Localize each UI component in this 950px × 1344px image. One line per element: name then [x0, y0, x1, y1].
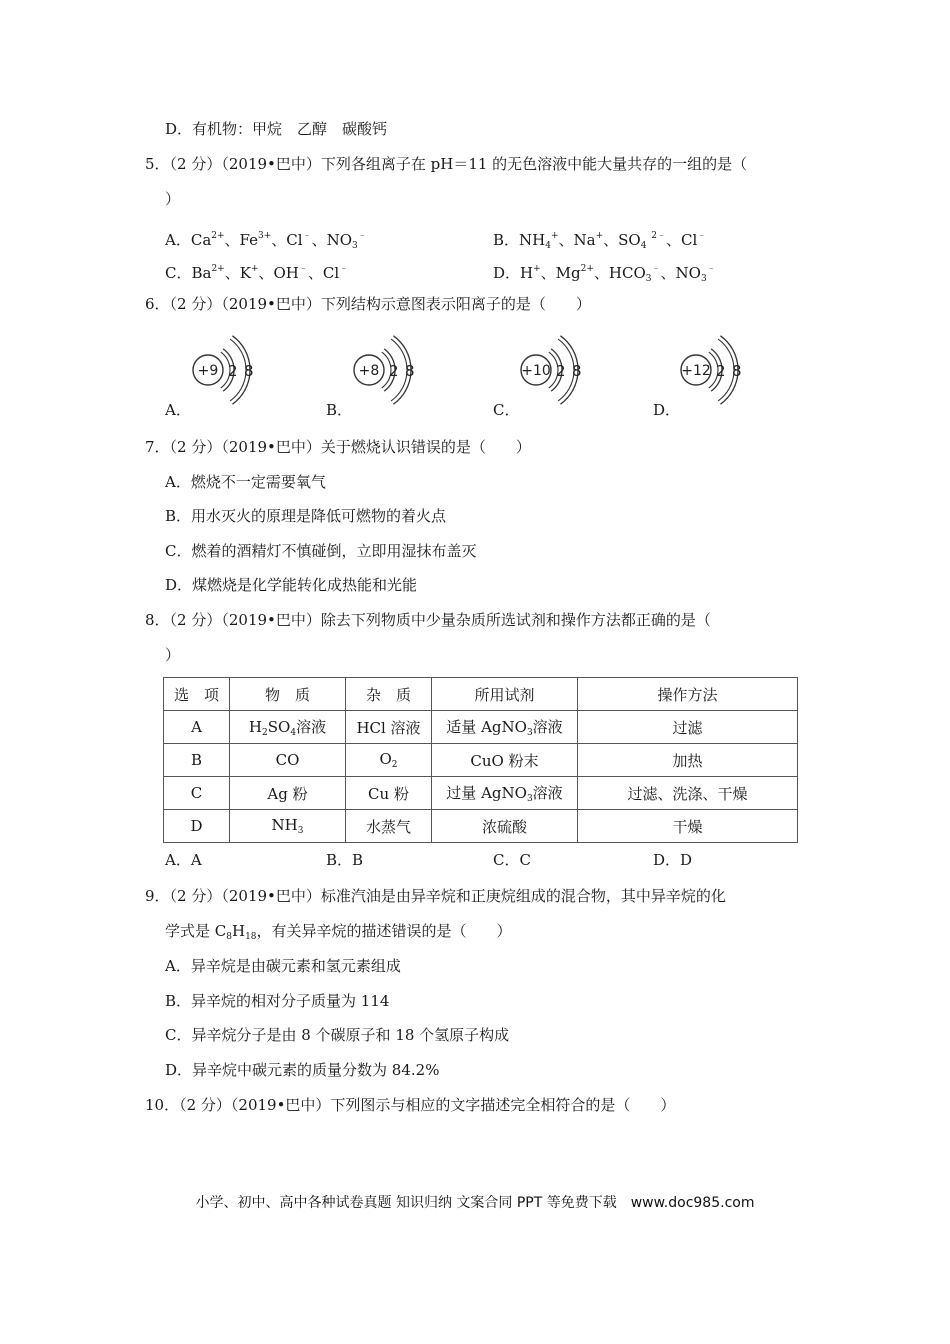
cell-reagent: CuO 粉末 — [432, 744, 578, 777]
nucleus-charge: +10 — [521, 363, 551, 379]
header-method: 操作方法 — [578, 678, 798, 711]
cell-reagent: 适量 AgNO$_3$溶液 — [432, 711, 578, 744]
cell-method: 加热 — [578, 744, 798, 777]
q9-option-d: D．异辛烷中碳元素的质量分数为 84.2% — [165, 1061, 440, 1079]
table-row — [164, 810, 798, 843]
cell-option: D — [164, 810, 230, 843]
atom-diagram-b — [326, 330, 476, 419]
atom-structure-svg — [165, 330, 275, 410]
atom-diagram-a — [165, 330, 315, 419]
table-header-row — [164, 678, 798, 711]
q4-option-d: D．有机物：甲烷 乙醇 碳酸钙 — [165, 120, 388, 138]
q7-option-a: A．燃烧不一定需要氧气 — [165, 473, 326, 491]
q8-answer-c: C．C — [493, 851, 531, 869]
atom-diagram-c — [493, 330, 643, 419]
cell-impurity: $O_2$ — [346, 744, 432, 777]
header-reagent: 所用试剂 — [432, 678, 578, 711]
atom-structure-svg — [653, 330, 763, 410]
cell-impurity: HCl 溶液 — [346, 711, 432, 744]
q6-option-d-label: D． — [653, 401, 681, 419]
q7-option-c: C．燃着的酒精灯不慎碰倒，立即用湿抹布盖灭 — [165, 542, 477, 560]
electron-count: 2 — [556, 362, 566, 380]
cell-method: 干燥 — [578, 810, 798, 843]
q5-option-b: B．$NH_4^+$、Na+、$SO_4$ $^{2﹣}$、Cl﹣ — [493, 231, 707, 251]
q7-option-b: B．用水灭火的原理是降低可燃物的着火点 — [165, 507, 447, 525]
electron-count: 2 — [716, 362, 726, 380]
q10-stem: 10．（2 分）（2019•巴中）下列图示与相应的文字描述完全相符合的是（ ） — [145, 1096, 676, 1114]
electron-count: 2 — [228, 362, 238, 380]
cell-substance: $H_2SO_4$溶液 — [230, 711, 346, 744]
cell-option: A — [164, 711, 230, 744]
q8-stem: 8．（2 分）（2019•巴中）除去下列物质中少量杂质所选试剂和操作方法都正确的是（ — [145, 611, 711, 629]
table-row — [164, 711, 798, 744]
header-impurity: 杂 质 — [346, 678, 432, 711]
table-row — [164, 777, 798, 810]
q9-option-b: B．异辛烷的相对分子质量为 114 — [165, 992, 390, 1010]
q7-stem: 7．（2 分）（2019•巴中）关于燃烧认识错误的是（ ） — [145, 438, 531, 456]
atom-structure-svg — [493, 330, 603, 410]
nucleus-charge: +8 — [358, 363, 380, 379]
footer-text: 小学、初中、高中各种试卷真题 知识归纳 文案合同 PPT 等免费下载 www.doc985.com — [195, 1195, 755, 1211]
electron-count: 8 — [732, 362, 742, 380]
q6-option-c-label: C． — [493, 401, 520, 419]
q8-answer-a: A．A — [165, 851, 202, 869]
options-table — [163, 677, 798, 843]
cell-reagent: 浓硫酸 — [432, 810, 578, 843]
cell-impurity: 水蒸气 — [346, 810, 432, 843]
q5-option-c: C．$Ba^{2+}$、K+、OH﹣、Cl﹣ — [165, 264, 349, 282]
q9-stem-line2: 学式是 $C_8H_{18}$，有关异辛烷的描述错误的是（ ） — [165, 922, 512, 942]
cell-option: B — [164, 744, 230, 777]
cell-method: 过滤 — [578, 711, 798, 744]
cell-substance: Ag 粉 — [230, 777, 346, 810]
cell-substance: CO — [230, 744, 346, 777]
cell-reagent: 过量 AgNO$_3$溶液 — [432, 777, 578, 810]
atom-structure-svg — [326, 330, 436, 410]
q7-option-d: D．煤燃烧是化学能转化成热能和光能 — [165, 576, 418, 594]
q5-stem-end: ） — [165, 190, 181, 208]
cell-option: C — [164, 777, 230, 810]
q8-stem-end: ） — [165, 646, 181, 664]
header-substance: 物 质 — [230, 678, 346, 711]
q9-option-a: A．异辛烷是由碳元素和氢元素组成 — [165, 957, 401, 975]
electron-count: 8 — [572, 362, 582, 380]
nucleus-charge: +12 — [681, 363, 711, 379]
cell-impurity: Cu 粉 — [346, 777, 432, 810]
q5-stem: 5．（2 分）（2019•巴中）下列各组离子在 pH＝11 的无色溶液中能大量共存的一组的是（ — [145, 155, 748, 173]
q9-option-c: C．异辛烷分子是由 8 个碳原子和 18 个氢原子构成 — [165, 1026, 510, 1044]
cell-substance: $NH_3$ — [230, 810, 346, 843]
q6-stem: 6．（2 分）（2019•巴中）下列结构示意图表示阳离子的是（ ） — [145, 295, 591, 313]
q8-answer-d: D．D — [653, 851, 693, 869]
q6-option-a-label: A． — [165, 401, 191, 419]
q6-option-b-label: B． — [326, 401, 353, 419]
atom-diagram-d — [653, 330, 803, 419]
electron-count: 8 — [405, 362, 415, 380]
q8-answer-b: B．B — [326, 851, 364, 869]
electron-count: 2 — [389, 362, 399, 380]
header-option: 选 项 — [164, 678, 230, 711]
nucleus-charge: +9 — [197, 363, 219, 379]
electron-count: 8 — [244, 362, 254, 380]
q9-stem: 9．（2 分）（2019•巴中）标准汽油是由异辛烷和正庚烷组成的混合物，其中异辛烷的化 — [145, 887, 726, 905]
q5-option-a: A．$Ca^{2+}$、$Fe^{3+}$、Cl﹣、$NO_3^﹣$ — [165, 231, 367, 251]
q5-option-d: D．H+、$Mg^{2+}$、$HCO_3^﹣$、$NO_3^﹣$ — [493, 264, 716, 284]
cell-method: 过滤、洗涤、干燥 — [578, 777, 798, 810]
table-row — [164, 744, 798, 777]
